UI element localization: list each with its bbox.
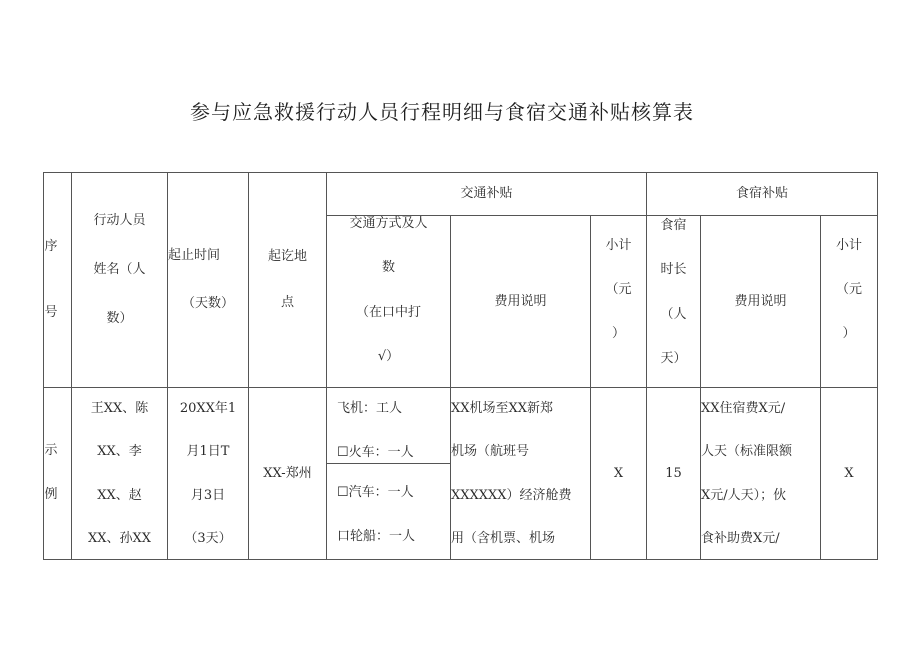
header-lodging-subsidy: 食宿补贴 <box>735 186 788 201</box>
row-seq-example: 示 例 <box>44 443 58 502</box>
row-transport-subtotal: X <box>613 465 624 481</box>
row-transport-mode-car: ☐汽车：一人 <box>337 485 414 500</box>
header-place: 起讫地 点 <box>267 249 307 310</box>
header-lodging-subtotal: 小计 （元 ） <box>835 238 862 341</box>
header-lodging-fee-desc: 费用说明 <box>734 293 787 309</box>
row-names: 王XX、陈 XX、李 XX、赵 XX、孙XX <box>87 401 152 546</box>
header-transport-mode: 交通方式及人 数 （在口中打 √） <box>349 216 428 364</box>
row-lodging-fee-desc: XX住宿费X元/ 人天（标准限额 X元/人天）；伙 食补助费X元/ <box>701 401 793 546</box>
row-transport-mode-ship: 口轮船：一人 <box>337 529 416 544</box>
header-seq: 序 号 <box>44 239 58 320</box>
header-time: 起止时间 （天数） <box>168 248 234 311</box>
row-transport-mode-train: ☐火车：一人 <box>337 445 414 460</box>
header-transport-subsidy: 交通补贴 <box>460 186 513 201</box>
row-transport-mode-plane: 飞机：工人 <box>337 401 403 416</box>
header-name: 行动人员 姓名（人 数） <box>93 213 146 326</box>
header-transport-subtotal: 小计 （元 ） <box>605 238 632 341</box>
page-title: 参与应急救援行动人员行程明细与食宿交通补贴核算表 <box>190 100 694 124</box>
col-line <box>877 172 878 560</box>
row-transport-fee-desc: XX机场至XX新郑 机场（航班号 XXXXXX）经济舱费 用（含机票、机场 <box>451 401 572 546</box>
row-lodging-subtotal: X <box>844 465 854 481</box>
row-time: 20XX年1 月1日T 月3日 （3天） <box>179 401 237 546</box>
row-lodging-duration: 15 <box>665 465 682 481</box>
header-bottom-line <box>43 387 878 388</box>
header-transport-fee-desc: 费用说明 <box>494 293 547 309</box>
table-border-bottom <box>43 559 878 560</box>
row-place: XX-郑州 <box>263 465 312 481</box>
header-lodging-duration: 食宿 时长 （人 天） <box>660 218 687 366</box>
